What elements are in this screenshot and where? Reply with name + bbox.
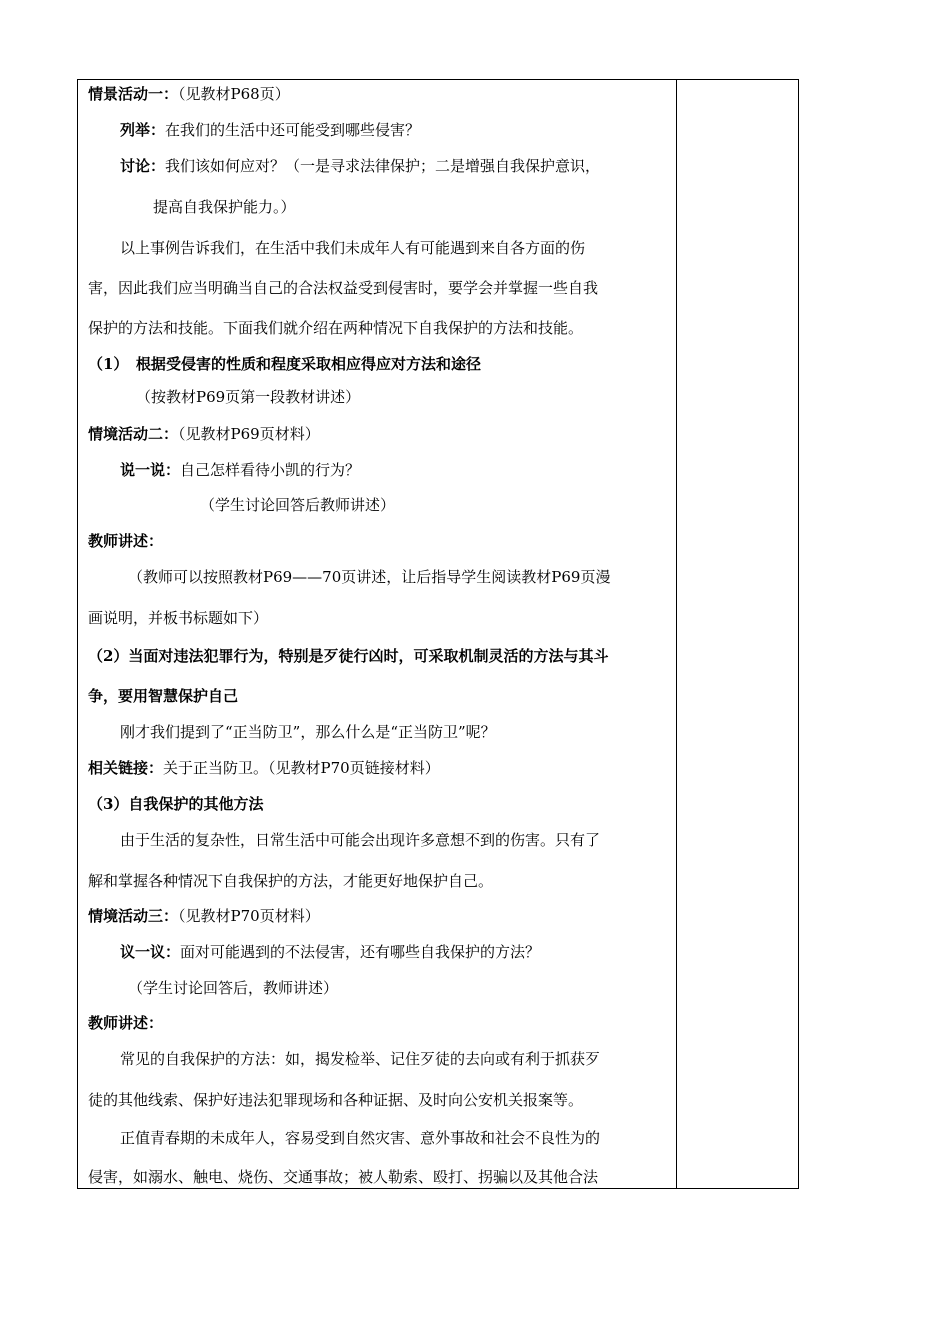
line-scenario-3: 情境活动三：（见教材P70页材料） [88, 907, 320, 925]
heading-1: （1） 根据受侵害的性质和程度采取相应得应对方法和途径 [88, 355, 481, 373]
line-say: 说一说：自己怎样看待小凯的行为？ [120, 461, 361, 479]
note-line: （学生讨论回答后，教师讲述） [128, 979, 339, 997]
paragraph-line: 画说明，并板书标题如下） [88, 609, 269, 627]
paragraph-line: 解和掌握各种情况下自我保护的方法，才能更好地保护自己。 [88, 872, 494, 890]
paragraph-line: （教师可以按照教材P69——70页讲述，让后指导学生阅读教材P69页漫 [128, 568, 611, 586]
paragraph-line: 由于生活的复杂性，日常生活中可能会出现许多意想不到的伤害。只有了 [120, 831, 601, 849]
paragraph-line: 侵害，如溺水、触电、烧伤、交通事故；被人勒索、殴打、拐骗以及其他合法 [88, 1168, 599, 1186]
line-discuss-cont: 提高自我保护能力。） [153, 198, 296, 216]
teacher-heading: 教师讲述： [88, 532, 164, 550]
paragraph-line: 以上事例告诉我们，在生活中我们未成年人有可能遇到来自各方面的伤 [120, 239, 586, 257]
note-line: （学生讨论回答后教师讲述） [200, 496, 396, 514]
heading-2-cont: 争，要用智慧保护自己 [88, 687, 239, 705]
paragraph-line: 害，因此我们应当明确当自己的合法权益受到侵害时，要学会并掌握一些自我 [88, 279, 599, 297]
lesson-table [77, 79, 799, 1189]
line-discuss: 讨论：我们该如何应对？（一是寻求法律保护；二是增强自我保护意识， [120, 157, 601, 175]
note-line: （按教材P69页第一段教材讲述） [136, 388, 361, 406]
line-link: 相关链接：关于正当防卫。（见教材P70页链接材料） [88, 759, 440, 777]
heading-3: （3）自我保护的其他方法 [88, 795, 264, 813]
paragraph-line: 刚才我们提到了“正当防卫”，那么什么是“正当防卫”呢？ [120, 723, 496, 741]
column-divider [676, 80, 677, 1188]
line-debate: 议一议：面对可能遇到的不法侵害，还有哪些自我保护的方法？ [120, 943, 541, 961]
paragraph-line: 徒的其他线索、保护好违法犯罪现场和各种证据、及时向公安机关报案等。 [88, 1091, 584, 1109]
heading-2: （2）当面对违法犯罪行为，特别是歹徒行凶时，可采取机制灵活的方法与其斗 [88, 647, 609, 665]
line-scenario-1: 情景活动一：（见教材P68页） [88, 85, 290, 103]
teacher-heading: 教师讲述： [88, 1014, 164, 1032]
paragraph-line: 正值青春期的未成年人，容易受到自然灾害、意外事故和社会不良性为的 [120, 1129, 601, 1147]
line-scenario-2: 情境活动二：（见教材P69页材料） [88, 425, 320, 443]
paragraph-line: 常见的自我保护的方法：如，揭发检举、记住歹徒的去向或有利于抓获歹 [120, 1050, 601, 1068]
paragraph-line: 保护的方法和技能。下面我们就介绍在两种情况下自我保护的方法和技能。 [88, 319, 584, 337]
line-list: 列举：在我们的生活中还可能受到哪些侵害？ [120, 121, 421, 139]
